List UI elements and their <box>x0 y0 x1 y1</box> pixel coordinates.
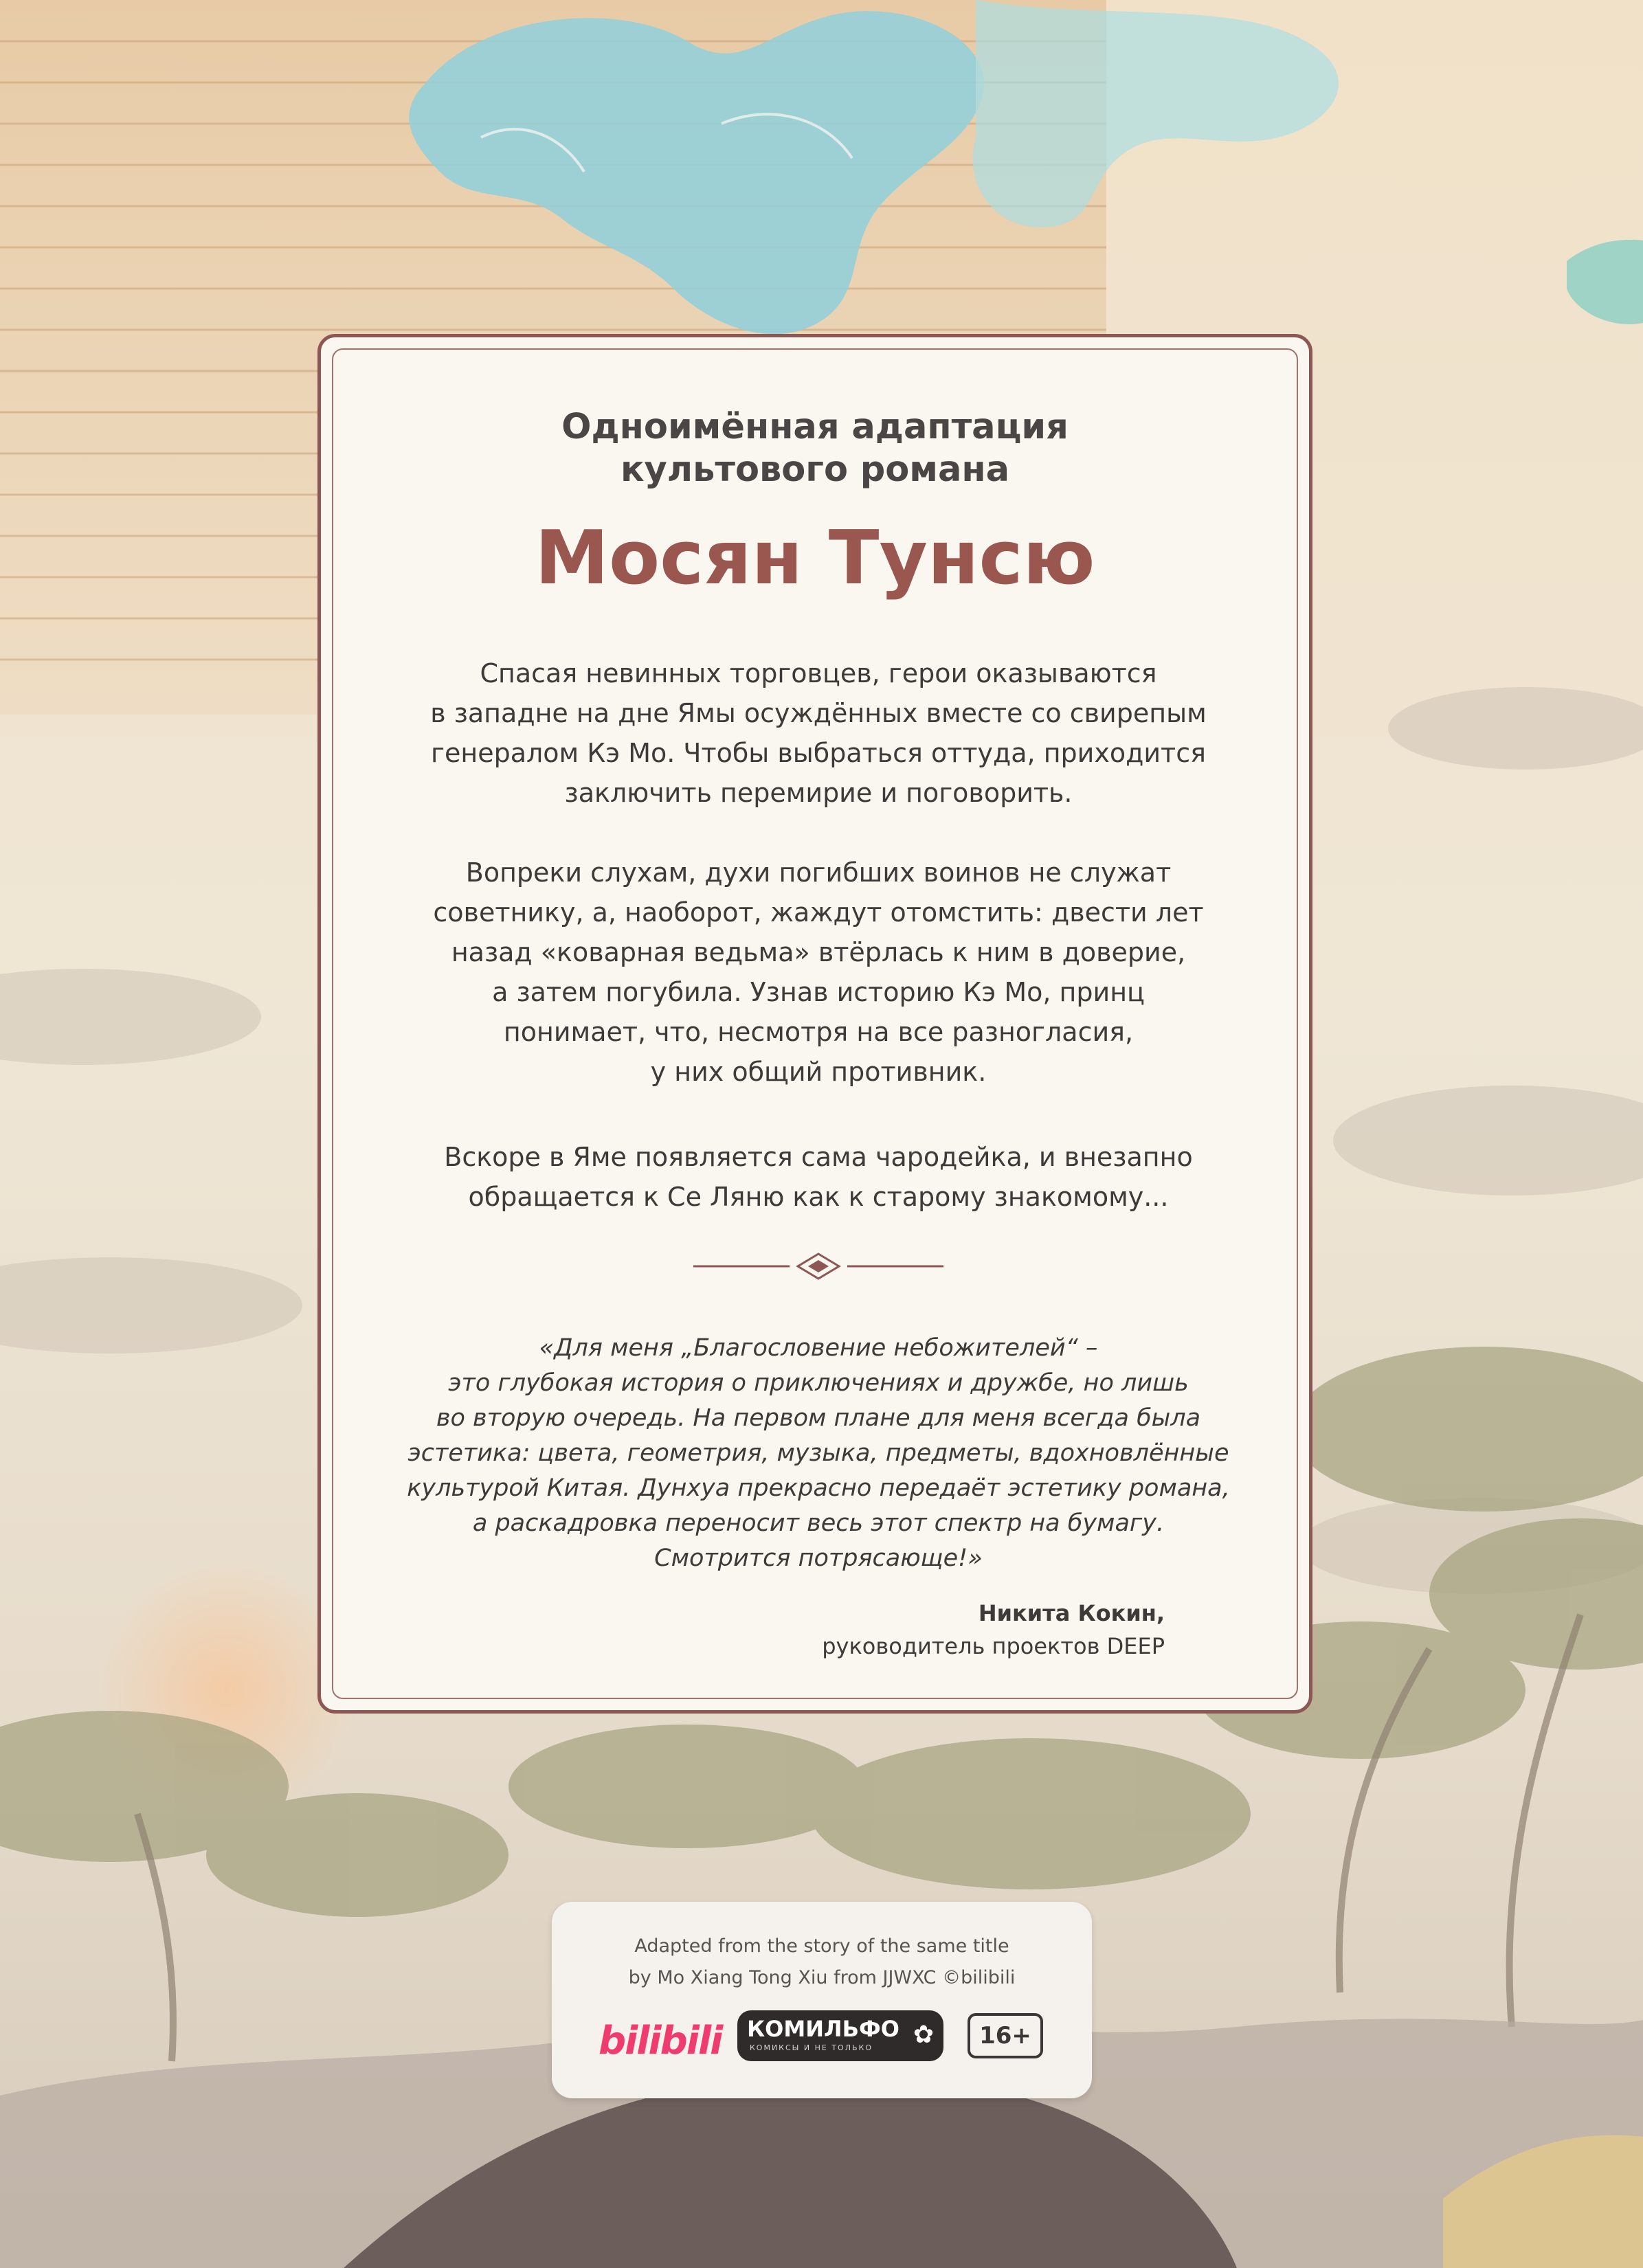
adaptation-credit <box>572 1931 1071 1994</box>
text-line: заключить перемирие и поговорить. <box>564 778 1073 808</box>
credit-line: by Mo Xiang Tong Xiu from JJWXC ©bilibili <box>628 1967 1016 1988</box>
quote-author: Никита Кокин, <box>978 1600 1165 1626</box>
text-line: в западне на дне Ямы осуждённых вместе со свирепым <box>430 698 1207 728</box>
quote-line: это глубокая история о приключениях и дружбе, но лишь <box>448 1369 1189 1397</box>
review-quote <box>383 1331 1254 1576</box>
quote-line: «Для меня „Благословение небожителей“ – <box>539 1334 1098 1362</box>
subtitle <box>321 406 1309 491</box>
text-line: генералом Кэ Мо. Чтобы выбраться оттуда, приходится <box>431 738 1206 768</box>
publisher-tagline: КОМИКСЫ И НЕ ТОЛЬКО <box>750 2043 873 2052</box>
credits-box <box>552 1902 1092 2098</box>
synopsis-paragraph-3 <box>383 1137 1254 1217</box>
flower-icon: ✿ <box>913 2021 934 2049</box>
text-line: назад «коварная ведьма» втёрлась к ним в доверие, <box>451 937 1186 967</box>
synopsis-paragraph-2 <box>383 853 1254 1092</box>
text-line: Спасая невинных торговцев, герои оказываются <box>480 658 1157 688</box>
text-line: Вскоре в Яме появляется сама чародейка, и внезапно <box>444 1142 1193 1172</box>
subtitle-line: Одноимённая адаптация <box>561 407 1069 447</box>
synopsis-paragraph-1 <box>383 653 1254 813</box>
komilfo-logo <box>737 2010 943 2061</box>
text-line: у них общий противник. <box>650 1057 987 1087</box>
quote-line: эстетика: цвета, геометрия, музыка, предметы, вдохновлённые <box>407 1439 1229 1467</box>
quote-line: Смотрится потрясающе!» <box>654 1545 983 1572</box>
text-line: понимает, что, несмотря на все разногласия, <box>503 1017 1134 1047</box>
quote-line: культурой Китая. Дунхуа прекрасно передаёт эстетику романа, <box>407 1474 1230 1502</box>
bilibili-logo: bilibili <box>599 2019 722 2063</box>
quote-line: во вторую очередь. На первом плане для меня всегда была <box>436 1404 1201 1432</box>
book-title: Мосян Тунсю <box>535 515 1095 601</box>
ornament-divider <box>693 1251 943 1281</box>
publisher-name: КОМИЛЬФО <box>747 2016 899 2042</box>
text-line: советнику, а, наоборот, жаждут отомстить: двести лет <box>433 897 1204 928</box>
age-rating-badge: 16+ <box>968 2013 1043 2058</box>
text-line: Вопреки слухам, духи погибших воинов не служат <box>465 857 1172 888</box>
subtitle-line: культового романа <box>620 449 1010 490</box>
quote-line: а раскадровка переносит весь этот спектр на бумагу. <box>472 1509 1165 1537</box>
description-panel <box>317 334 1312 1714</box>
quote-author-role: руководитель проектов DEEP <box>822 1633 1165 1659</box>
credit-line: Adapted from the story of the same title <box>634 1935 1009 1957</box>
text-line: обращается к Се Ляню как к старому знакомому... <box>468 1182 1169 1212</box>
text-line: а затем погубила. Узнав историю Кэ Мо, принц <box>492 977 1145 1007</box>
